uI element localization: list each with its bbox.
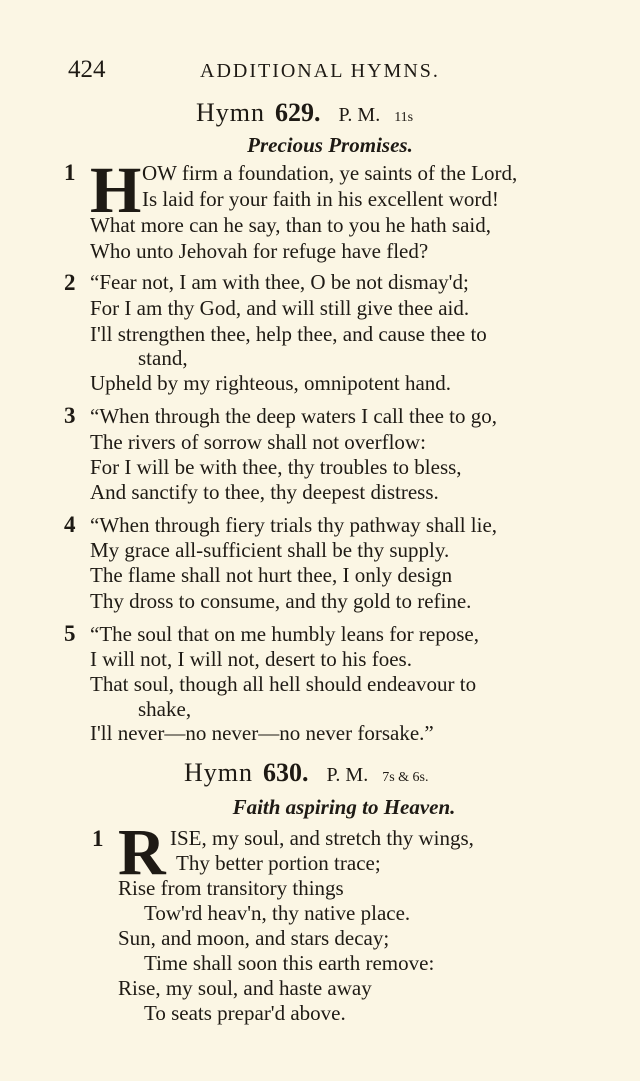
verse-line: My grace all-sufficient shall be thy supply.	[90, 538, 450, 562]
hymn-number: 630.	[263, 758, 309, 787]
verse-line: Sun, and moon, and stars decay;	[118, 926, 390, 950]
page-header	[68, 56, 588, 86]
verse-line: Rise, my soul, and haste away	[118, 976, 372, 1000]
verse-line: Rise from transitory things	[118, 876, 344, 900]
verse-line: I'll never—no never—no never forsake.”	[90, 721, 434, 745]
verse-line: Thy better portion trace;	[176, 851, 381, 875]
verse-line: “When through the deep waters I call thee to go,	[90, 404, 498, 428]
verse-line: And sanctify to thee, thy deepest distress.	[90, 480, 439, 504]
verse-line: I will not, I will not, desert to his foes.	[90, 647, 412, 671]
hymn-meter-sub: 11s	[394, 110, 414, 125]
hymn-629-subtitle: Precious Promises.	[247, 133, 413, 157]
hymn-meter: P. M.	[338, 104, 381, 126]
hymn-label: Hymn	[196, 98, 265, 127]
verse-line: “The soul that on me humbly leans for repose,	[90, 622, 479, 646]
hymn-meter-sub: 7s & 6s.	[382, 770, 429, 785]
verse-number: 1	[92, 826, 104, 851]
verse-number: 1	[64, 160, 76, 185]
verse-line: stand,	[138, 346, 188, 370]
verse-line: Time shall soon this earth remove:	[144, 951, 435, 975]
verse-line: For I am thy God, and will still give thee aid.	[90, 296, 470, 320]
verse-line: For I will be with thee, thy troubles to bless,	[90, 455, 462, 479]
verse-line: OW firm a foundation, ye saints of the Lord,	[142, 161, 518, 185]
hymn-629-heading	[0, 98, 640, 128]
page-number: 424	[68, 56, 106, 83]
verse-line: That soul, though all hell should endeavour to	[90, 672, 477, 696]
verse-line: Who unto Jehovah for refuge have fled?	[90, 239, 429, 263]
hymn-number: 629.	[275, 98, 321, 127]
verse-line: Upheld by my righteous, omnipotent hand.	[90, 371, 452, 395]
verse-line: shake,	[138, 697, 192, 721]
verse-line: The rivers of sorrow shall not overflow:	[90, 430, 426, 454]
verse-line: Is laid for your faith in his excellent word!	[142, 187, 499, 211]
verse-line: Tow'rd heav'n, thy native place.	[144, 901, 411, 925]
verse-line: What more can he say, than to you he hath said,	[90, 213, 492, 237]
hymn-label: Hymn	[184, 758, 253, 787]
hymn-630-heading	[0, 758, 640, 788]
running-title: ADDITIONAL HYMNS.	[200, 60, 440, 82]
verse-number: 3	[64, 403, 76, 428]
verse-line: To seats prepar'd above.	[144, 1001, 346, 1025]
drop-cap: R	[118, 816, 166, 889]
hymn-630-subtitle: Faith aspiring to Heaven.	[232, 795, 456, 819]
verse-line: The flame shall not hurt thee, I only design	[90, 563, 453, 587]
verse-number: 5	[64, 621, 76, 646]
verse-number: 4	[64, 512, 76, 537]
verse-number: 2	[64, 270, 76, 295]
hymn-meter: P. M.	[326, 764, 369, 786]
verse-line: “Fear not, I am with thee, O be not dismay'd;	[90, 270, 469, 294]
verse-line: Thy dross to consume, and thy gold to refine.	[90, 589, 472, 613]
verse-line: “When through fiery trials thy pathway shall lie,	[90, 513, 498, 537]
verse-line: I'll strengthen thee, help thee, and cause thee to	[90, 322, 487, 346]
drop-cap: H	[90, 154, 142, 227]
verse-line: ISE, my soul, and stretch thy wings,	[170, 826, 474, 850]
